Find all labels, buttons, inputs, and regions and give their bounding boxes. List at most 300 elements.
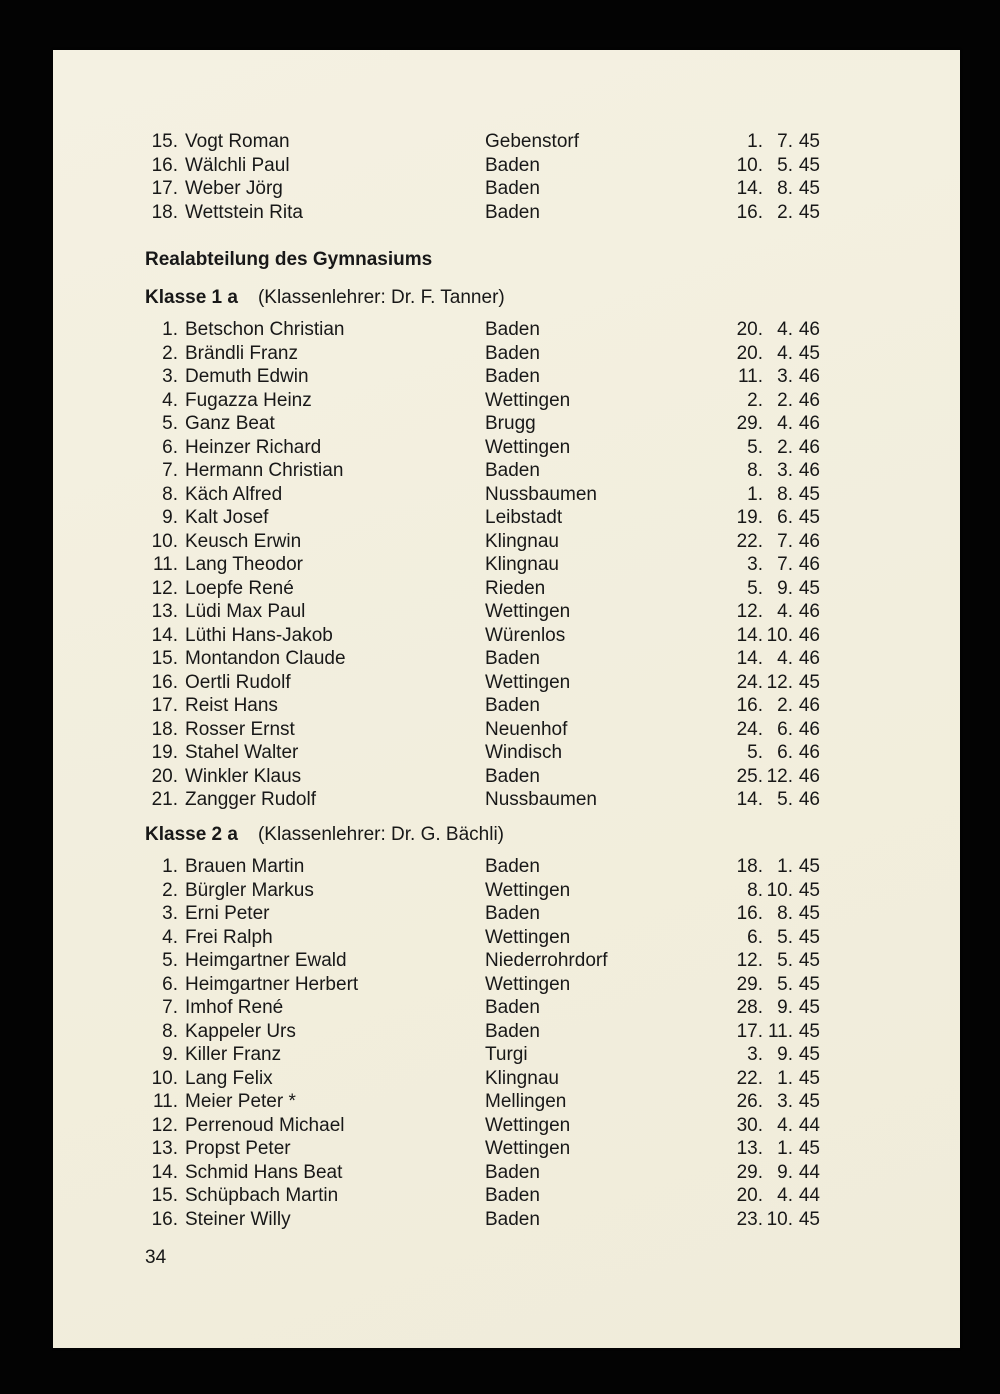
student-birthdate bbox=[733, 530, 820, 554]
student-place: Wettingen bbox=[485, 1114, 571, 1136]
birthdate-month: 1. bbox=[777, 1138, 793, 1159]
student-row bbox=[145, 902, 820, 926]
birthdate-day: 20. bbox=[736, 319, 763, 340]
birthdate-day: 30. bbox=[736, 1114, 763, 1136]
birthdate-month: 10. bbox=[766, 1208, 793, 1230]
student-number: 9. bbox=[162, 1044, 178, 1065]
student-name: Oertli Rudolf bbox=[185, 671, 291, 693]
student-row bbox=[145, 765, 820, 789]
student-place: Turgi bbox=[485, 1044, 528, 1065]
birthdate-day: 10. bbox=[736, 154, 763, 176]
student-name: Heimgartner Ewald bbox=[185, 950, 347, 971]
student-row bbox=[145, 718, 820, 742]
student-row bbox=[145, 412, 820, 436]
birthdate-month: 4. bbox=[777, 1185, 793, 1206]
birthdate-month: 5. bbox=[777, 789, 793, 810]
birthdate-month: 3. bbox=[777, 366, 793, 387]
page-content bbox=[53, 50, 960, 1270]
birthdate-year: 45 bbox=[798, 926, 820, 948]
class-2a-teacher: (Klassenlehrer: Dr. G. Bächli) bbox=[257, 823, 504, 845]
birthdate-month: 2. bbox=[777, 201, 793, 223]
birthdate-month: 5. bbox=[777, 154, 793, 176]
birthdate-day: 26. bbox=[736, 1091, 763, 1112]
student-name: Stahel Walter bbox=[185, 742, 299, 763]
student-number: 12. bbox=[151, 577, 178, 599]
birthdate-day: 20. bbox=[736, 342, 763, 364]
student-row bbox=[145, 996, 820, 1020]
student-name: Vogt Roman bbox=[185, 131, 290, 152]
birthdate-month: 7. bbox=[777, 131, 793, 152]
student-number: 3. bbox=[162, 903, 178, 924]
student-place: Klingnau bbox=[485, 1067, 559, 1089]
student-place: Rieden bbox=[485, 577, 546, 599]
student-number: 5. bbox=[162, 413, 178, 434]
birthdate-day: 16. bbox=[736, 903, 763, 924]
student-row bbox=[145, 926, 820, 950]
student-place: Baden bbox=[485, 1185, 540, 1206]
student-birthdate bbox=[733, 577, 820, 601]
student-name: Keusch Erwin bbox=[185, 530, 302, 552]
student-name: Demuth Edwin bbox=[185, 366, 309, 387]
student-number: 4. bbox=[162, 389, 178, 411]
student-birthdate bbox=[733, 1208, 820, 1232]
birthdate-year: 45 bbox=[798, 131, 820, 152]
student-birthdate bbox=[733, 1067, 820, 1091]
student-name: Meier Peter * bbox=[185, 1091, 296, 1112]
birthdate-year: 46 bbox=[798, 648, 820, 669]
student-row bbox=[145, 530, 820, 554]
birthdate-day: 6. bbox=[747, 926, 763, 948]
birthdate-year: 45 bbox=[798, 1044, 820, 1065]
birthdate-day: 13. bbox=[736, 1138, 763, 1159]
birthdate-year: 44 bbox=[798, 1161, 820, 1183]
student-place: Neuenhof bbox=[485, 718, 568, 740]
birthdate-year: 46 bbox=[798, 789, 820, 810]
birthdate-day: 3. bbox=[747, 554, 763, 575]
student-place: Baden bbox=[485, 201, 540, 223]
student-row bbox=[145, 483, 820, 507]
birthdate-month: 4. bbox=[777, 648, 793, 669]
student-place: Wettingen bbox=[485, 973, 571, 995]
birthdate-day: 8. bbox=[747, 460, 763, 481]
birthdate-year: 45 bbox=[798, 178, 820, 199]
birthdate-day: 1. bbox=[747, 483, 763, 505]
birthdate-month: 4. bbox=[777, 1114, 793, 1136]
birthdate-year: 46 bbox=[798, 765, 820, 787]
student-row bbox=[145, 130, 820, 154]
student-number: 13. bbox=[151, 601, 178, 622]
student-number: 16. bbox=[151, 154, 178, 176]
student-row bbox=[145, 879, 820, 903]
student-number: 2. bbox=[162, 342, 178, 364]
birthdate-day: 5. bbox=[747, 577, 763, 599]
student-number: 8. bbox=[162, 1020, 178, 1042]
page-number: 34 bbox=[145, 1247, 167, 1268]
birthdate-month: 5. bbox=[777, 973, 793, 995]
student-birthdate bbox=[733, 1090, 820, 1114]
student-name: Wälchli Paul bbox=[185, 154, 290, 176]
student-place: Wettingen bbox=[485, 879, 571, 901]
student-name: Schüpbach Martin bbox=[185, 1185, 339, 1206]
student-place: Baden bbox=[485, 460, 540, 481]
student-number: 6. bbox=[162, 973, 178, 995]
continued-student-list bbox=[145, 130, 820, 224]
birthdate-year: 45 bbox=[798, 997, 820, 1018]
student-row bbox=[145, 389, 820, 413]
student-name: Kalt Josef bbox=[185, 507, 269, 528]
student-birthdate bbox=[733, 647, 820, 671]
student-place: Wettingen bbox=[485, 671, 571, 693]
student-number: 7. bbox=[162, 460, 178, 481]
birthdate-year: 45 bbox=[798, 1138, 820, 1159]
birthdate-day: 14. bbox=[736, 789, 763, 810]
birthdate-year: 46 bbox=[798, 366, 820, 387]
student-name: Betschon Christian bbox=[185, 319, 345, 340]
birthdate-year: 46 bbox=[798, 413, 820, 434]
student-name: Ganz Beat bbox=[185, 413, 275, 434]
birthdate-year: 45 bbox=[798, 342, 820, 364]
student-place: Leibstadt bbox=[485, 507, 563, 528]
birthdate-month: 3. bbox=[777, 460, 793, 481]
student-number: 1. bbox=[162, 319, 178, 340]
student-birthdate bbox=[733, 459, 820, 483]
student-name: Zangger Rudolf bbox=[185, 789, 316, 810]
class-2a-label: Klasse 2 a bbox=[145, 823, 238, 845]
birthdate-year: 44 bbox=[798, 1185, 820, 1206]
student-birthdate bbox=[733, 973, 820, 997]
student-place: Wettingen bbox=[485, 389, 571, 411]
birthdate-day: 5. bbox=[747, 742, 763, 763]
student-place: Wettingen bbox=[485, 1138, 571, 1159]
birthdate-month: 10. bbox=[766, 879, 793, 901]
birthdate-year: 46 bbox=[798, 389, 820, 411]
birthdate-month: 4. bbox=[777, 342, 793, 364]
birthdate-month: 11. bbox=[767, 1020, 793, 1042]
student-row bbox=[145, 154, 820, 178]
student-birthdate bbox=[733, 342, 820, 366]
student-birthdate bbox=[733, 389, 820, 413]
student-place: Wettingen bbox=[485, 436, 571, 458]
birthdate-year: 45 bbox=[798, 1067, 820, 1089]
birthdate-month: 4. bbox=[777, 319, 793, 340]
birthdate-day: 23. bbox=[736, 1208, 763, 1230]
birthdate-day: 25. bbox=[736, 765, 763, 787]
student-row bbox=[145, 342, 820, 366]
student-birthdate bbox=[733, 996, 820, 1020]
birthdate-year: 45 bbox=[798, 577, 820, 599]
student-name: Heimgartner Herbert bbox=[185, 973, 359, 995]
student-name: Fugazza Heinz bbox=[185, 389, 312, 411]
class-2a-student-list bbox=[145, 855, 820, 1231]
student-birthdate bbox=[733, 1161, 820, 1185]
birthdate-month: 9. bbox=[777, 1044, 793, 1065]
student-name: Weber Jörg bbox=[185, 178, 283, 199]
student-place: Mellingen bbox=[485, 1091, 567, 1112]
student-birthdate bbox=[733, 318, 820, 342]
birthdate-year: 45 bbox=[798, 1208, 820, 1230]
student-number: 17. bbox=[151, 178, 178, 199]
birthdate-month: 1. bbox=[777, 856, 793, 877]
birthdate-day: 17. bbox=[736, 1020, 763, 1042]
birthdate-day: 14. bbox=[736, 624, 763, 646]
student-name: Kappeler Urs bbox=[185, 1020, 296, 1042]
student-birthdate bbox=[733, 788, 820, 812]
student-row bbox=[145, 1161, 820, 1185]
birthdate-year: 46 bbox=[798, 554, 820, 575]
birthdate-day: 24. bbox=[736, 671, 763, 693]
birthdate-month: 4. bbox=[777, 413, 793, 434]
student-birthdate bbox=[733, 765, 820, 789]
birthdate-year: 45 bbox=[798, 903, 820, 924]
birthdate-month: 7. bbox=[777, 554, 793, 575]
student-place: Würenlos bbox=[485, 624, 566, 646]
student-number: 9. bbox=[162, 507, 178, 528]
birthdate-month: 9. bbox=[777, 997, 793, 1018]
birthdate-year: 45 bbox=[798, 1020, 820, 1042]
student-number: 5. bbox=[162, 950, 178, 971]
student-number: 6. bbox=[162, 436, 178, 458]
student-birthdate bbox=[733, 506, 820, 530]
student-place: Klingnau bbox=[485, 554, 559, 575]
birthdate-month: 12. bbox=[766, 765, 793, 787]
student-number: 21. bbox=[151, 789, 178, 810]
student-place: Baden bbox=[485, 695, 540, 716]
student-name: Imhof René bbox=[185, 997, 284, 1018]
student-number: 20. bbox=[151, 765, 178, 787]
birthdate-year: 45 bbox=[798, 950, 820, 971]
student-place: Baden bbox=[485, 1161, 540, 1183]
birthdate-day: 19. bbox=[736, 507, 763, 528]
student-name: Lüdi Max Paul bbox=[185, 601, 306, 622]
birthdate-month: 1. bbox=[777, 1067, 793, 1089]
student-row bbox=[145, 1208, 820, 1232]
student-birthdate bbox=[733, 483, 820, 507]
birthdate-year: 46 bbox=[798, 530, 820, 552]
student-row bbox=[145, 577, 820, 601]
student-row bbox=[145, 318, 820, 342]
student-name: Lüthi Hans-Jakob bbox=[185, 624, 333, 646]
birthdate-month: 5. bbox=[777, 926, 793, 948]
student-row bbox=[145, 1067, 820, 1091]
birthdate-year: 45 bbox=[798, 154, 820, 176]
student-birthdate bbox=[733, 412, 820, 436]
student-birthdate bbox=[733, 694, 820, 718]
student-row bbox=[145, 553, 820, 577]
birthdate-day: 3. bbox=[747, 1044, 763, 1065]
student-number: 8. bbox=[162, 483, 178, 505]
birthdate-month: 6. bbox=[777, 718, 793, 740]
birthdate-day: 28. bbox=[736, 997, 763, 1018]
birthdate-month: 2. bbox=[777, 436, 793, 458]
student-number: 14. bbox=[151, 624, 178, 646]
student-name: Lang Theodor bbox=[185, 554, 303, 575]
student-birthdate bbox=[733, 1184, 820, 1208]
birthdate-year: 46 bbox=[798, 436, 820, 458]
student-place: Klingnau bbox=[485, 530, 559, 552]
student-place: Wettingen bbox=[485, 601, 571, 622]
birthdate-day: 11. bbox=[737, 366, 763, 387]
student-name: Lang Felix bbox=[185, 1067, 273, 1089]
birthdate-month: 5. bbox=[777, 950, 793, 971]
student-name: Erni Peter bbox=[185, 903, 270, 924]
student-birthdate bbox=[733, 130, 820, 154]
birthdate-year: 46 bbox=[798, 319, 820, 340]
student-place: Baden bbox=[485, 1020, 540, 1042]
student-birthdate bbox=[733, 718, 820, 742]
student-birthdate bbox=[733, 201, 820, 225]
student-number: 11. bbox=[152, 1091, 178, 1112]
student-name: Käch Alfred bbox=[185, 483, 283, 505]
birthdate-year: 45 bbox=[798, 483, 820, 505]
student-place: Baden bbox=[485, 997, 540, 1018]
student-place: Baden bbox=[485, 765, 540, 787]
student-number: 7. bbox=[162, 997, 178, 1018]
student-place: Baden bbox=[485, 154, 540, 176]
birthdate-day: 12. bbox=[736, 601, 763, 622]
student-place: Baden bbox=[485, 1208, 540, 1230]
student-birthdate bbox=[733, 1020, 820, 1044]
birthdate-month: 6. bbox=[777, 742, 793, 763]
student-number: 16. bbox=[151, 1208, 178, 1230]
student-name: Perrenoud Michael bbox=[185, 1114, 345, 1136]
student-birthdate bbox=[733, 1043, 820, 1067]
student-name: Loepfe René bbox=[185, 577, 294, 599]
student-number: 4. bbox=[162, 926, 178, 948]
student-number: 18. bbox=[151, 718, 178, 740]
student-name: Killer Franz bbox=[185, 1044, 282, 1065]
birthdate-month: 9. bbox=[777, 577, 793, 599]
student-name: Steiner Willy bbox=[185, 1208, 291, 1230]
birthdate-year: 45 bbox=[798, 201, 820, 223]
birthdate-month: 10. bbox=[766, 624, 793, 646]
student-number: 3. bbox=[162, 366, 178, 387]
student-number: 15. bbox=[151, 648, 178, 669]
student-birthdate bbox=[733, 600, 820, 624]
student-number: 13. bbox=[151, 1138, 178, 1159]
birthdate-day: 22. bbox=[736, 530, 763, 552]
birthdate-day: 14. bbox=[736, 178, 763, 199]
birthdate-day: 24. bbox=[736, 718, 763, 740]
birthdate-year: 46 bbox=[798, 624, 820, 646]
birthdate-month: 2. bbox=[777, 389, 793, 411]
student-place: Nussbaumen bbox=[485, 789, 597, 810]
student-birthdate bbox=[733, 365, 820, 389]
student-name: Bürgler Markus bbox=[185, 879, 314, 901]
student-place: Baden bbox=[485, 366, 540, 387]
birthdate-day: 29. bbox=[736, 413, 763, 434]
student-place: Niederrohrdorf bbox=[485, 950, 608, 971]
birthdate-month: 3. bbox=[777, 1091, 793, 1112]
student-place: Baden bbox=[485, 342, 540, 364]
birthdate-month: 7. bbox=[777, 530, 793, 552]
student-number: 19. bbox=[151, 742, 178, 763]
birthdate-day: 16. bbox=[736, 201, 763, 223]
birthdate-day: 20. bbox=[736, 1185, 763, 1206]
birthdate-month: 8. bbox=[777, 483, 793, 505]
student-birthdate bbox=[733, 741, 820, 765]
student-name: Propst Peter bbox=[185, 1138, 291, 1159]
student-birthdate bbox=[733, 1137, 820, 1161]
class-1a-teacher: (Klassenlehrer: Dr. F. Tanner) bbox=[257, 286, 505, 308]
student-row bbox=[145, 694, 820, 718]
birthdate-year: 45 bbox=[798, 1091, 820, 1112]
birthdate-day: 2. bbox=[747, 389, 763, 411]
birthdate-day: 18. bbox=[736, 856, 763, 877]
student-row bbox=[145, 1184, 820, 1208]
birthdate-year: 46 bbox=[798, 460, 820, 481]
student-row bbox=[145, 177, 820, 201]
birthdate-day: 8. bbox=[747, 879, 763, 901]
birthdate-month: 9. bbox=[777, 1161, 793, 1183]
birthdate-day: 22. bbox=[736, 1067, 763, 1089]
student-row bbox=[145, 1020, 820, 1044]
birthdate-year: 46 bbox=[798, 601, 820, 622]
birthdate-day: 14. bbox=[736, 648, 763, 669]
student-name: Brauen Martin bbox=[185, 856, 305, 877]
student-name: Brändli Franz bbox=[185, 342, 298, 364]
student-row bbox=[145, 741, 820, 765]
birthdate-month: 2. bbox=[777, 695, 793, 716]
class-1a-label: Klasse 1 a bbox=[145, 286, 238, 308]
birthdate-day: 29. bbox=[736, 973, 763, 995]
student-birthdate bbox=[733, 949, 820, 973]
student-number: 18. bbox=[151, 201, 178, 223]
student-name: Montandon Claude bbox=[185, 648, 346, 669]
student-number: 10. bbox=[151, 530, 178, 552]
scanned-page bbox=[53, 50, 960, 1348]
student-row bbox=[145, 973, 820, 997]
student-number: 1. bbox=[162, 856, 178, 877]
student-birthdate bbox=[733, 926, 820, 950]
birthdate-month: 12. bbox=[766, 671, 793, 693]
birthdate-year: 45 bbox=[798, 856, 820, 877]
student-row bbox=[145, 855, 820, 879]
student-number: 17. bbox=[151, 695, 178, 716]
student-row bbox=[145, 624, 820, 648]
student-birthdate bbox=[733, 879, 820, 903]
class-1a-header bbox=[145, 286, 960, 310]
student-name: Reist Hans bbox=[185, 695, 278, 716]
student-name: Hermann Christian bbox=[185, 460, 344, 481]
student-number: 15. bbox=[151, 131, 178, 152]
student-birthdate bbox=[733, 902, 820, 926]
student-name: Frei Ralph bbox=[185, 926, 273, 948]
birthdate-year: 46 bbox=[798, 695, 820, 716]
student-name: Rosser Ernst bbox=[185, 718, 295, 740]
student-name: Schmid Hans Beat bbox=[185, 1161, 343, 1183]
student-place: Baden bbox=[485, 648, 540, 669]
student-row bbox=[145, 201, 820, 225]
student-row bbox=[145, 459, 820, 483]
student-row bbox=[145, 1090, 820, 1114]
birthdate-day: 1. bbox=[747, 131, 763, 152]
birthdate-year: 45 bbox=[798, 973, 820, 995]
student-row bbox=[145, 647, 820, 671]
birthdate-day: 12. bbox=[736, 950, 763, 971]
birthdate-year: 45 bbox=[798, 507, 820, 528]
student-row bbox=[145, 506, 820, 530]
student-number: 14. bbox=[151, 1161, 178, 1183]
student-row bbox=[145, 788, 820, 812]
class-2a-header bbox=[145, 823, 960, 847]
birthdate-year: 46 bbox=[798, 718, 820, 740]
birthdate-month: 8. bbox=[777, 903, 793, 924]
student-row bbox=[145, 949, 820, 973]
student-row bbox=[145, 671, 820, 695]
student-place: Baden bbox=[485, 856, 540, 877]
student-birthdate bbox=[733, 1114, 820, 1138]
student-name: Heinzer Richard bbox=[185, 436, 322, 458]
